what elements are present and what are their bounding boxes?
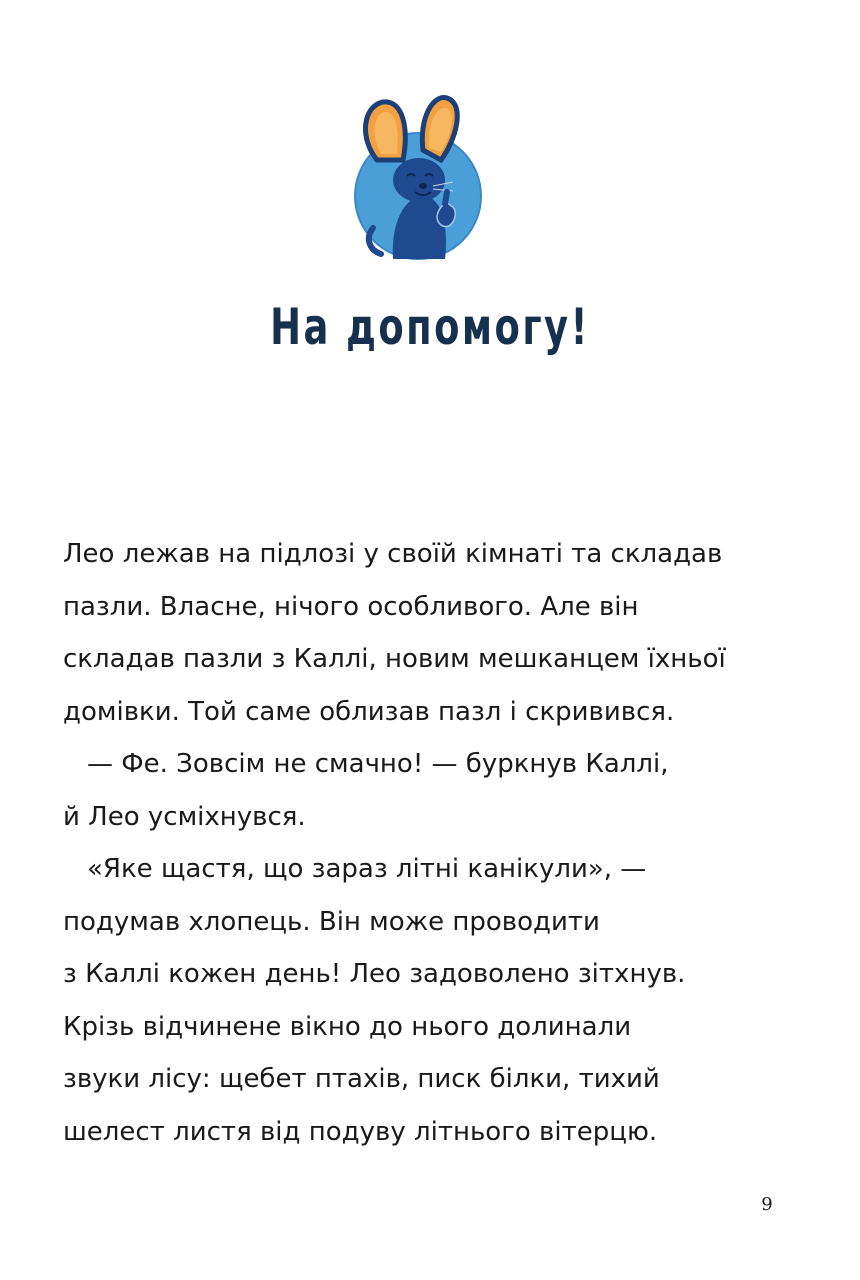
chapter-title: На допомогу!	[270, 298, 590, 356]
mouse-head	[393, 158, 445, 202]
paragraph-line: Крізь відчинене вікно до нього долинали	[63, 1011, 632, 1042]
page-number: 9	[761, 1194, 773, 1215]
paragraph-line: складав пазли з Каллі, новим мешканцем їхньої	[63, 644, 726, 674]
paragraph-line: — Фе. Зовсім не смачно! — буркнув Каллі,	[87, 749, 669, 779]
paragraph-line: шелест листя від подуву літнього вітерцю.	[63, 1116, 658, 1147]
paragraph-line: звуки лісу: щебет птахів, писк білки, тихий	[63, 1064, 660, 1094]
paragraph-line: подумав хлопець. Він може проводити	[63, 906, 600, 937]
mouse-thumbs-up-icon	[345, 88, 490, 263]
paragraph-line: й Лео усміхнувся.	[63, 801, 306, 832]
paragraph-line: домівки. Той саме облизав пазл і скривився.	[63, 696, 675, 727]
paragraph-line: пазли. Власне, нічого особливого. Але він	[63, 591, 639, 622]
paragraph-line: «Яке щастя, що зараз літні канікули», —	[87, 854, 647, 884]
body-text	[63, 528, 823, 1158]
paragraph-line: з Каллі кожен день! Лео задоволено зітхнув.	[63, 959, 686, 989]
paragraph-line: Лео лежав на підлозі у своїй кімнаті та складав	[63, 539, 723, 569]
mouse-illustration-svg	[345, 88, 490, 263]
